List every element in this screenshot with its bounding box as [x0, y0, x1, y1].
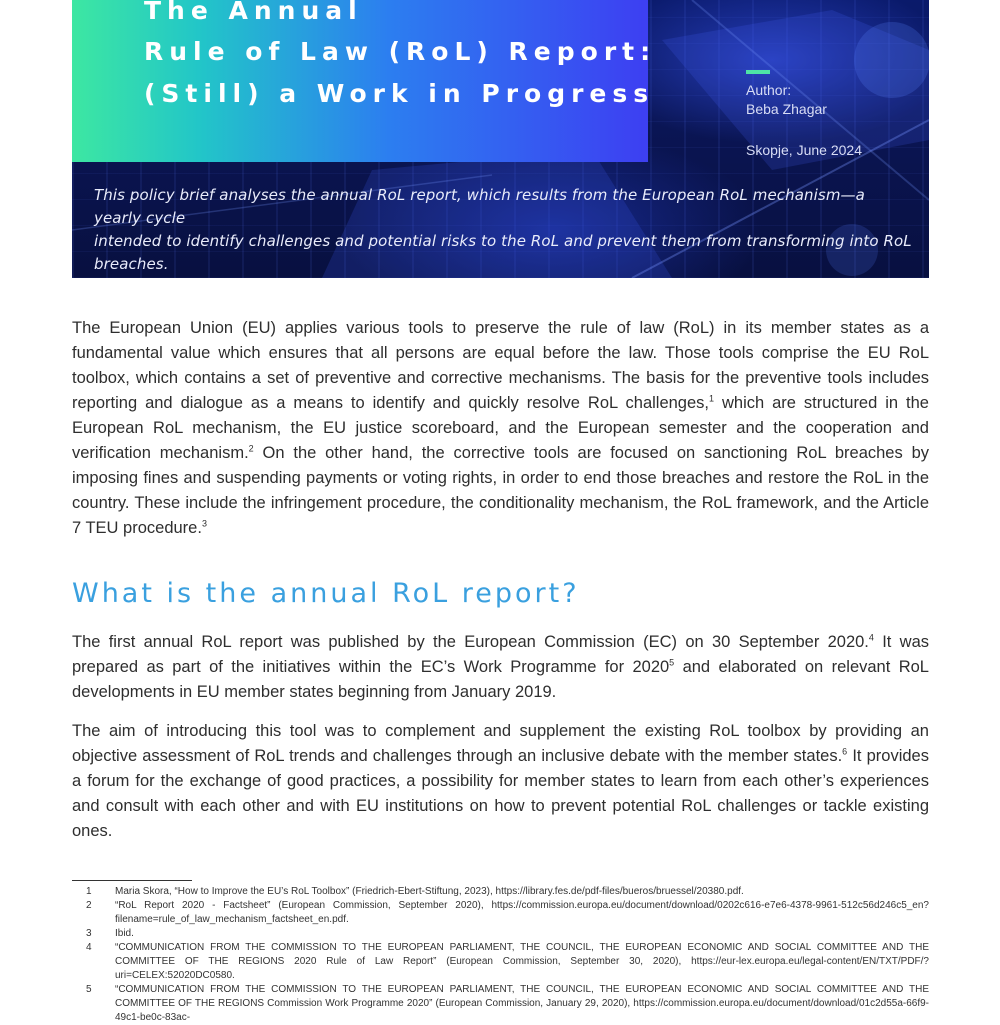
cover-banner [72, 0, 929, 278]
footnote-ref-1[interactable]: 1 [709, 393, 715, 404]
author-name: Beba Zhagar [746, 101, 827, 117]
section-heading: What is the annual RoL report? [72, 578, 580, 609]
footnote-item [72, 983, 929, 1025]
place-date: Skopje, June 2024 [746, 142, 862, 158]
footnote-text: “COMMUNICATION FROM THE COMMISSION TO THE EUROPEAN PARLIAMENT, THE COUNCIL, THE EUROPEAN ECONOMIC AND SOCIAL COMMITTEE AND THE COMMITTEE OF THE REGIONS 2020 Rule of Law Report” (European Commission, September 30, 2020), https://eur-lex.europa.eu/legal-content/EN/TXT/PDF/?uri=CELEX:52020DC0580. [115, 942, 929, 981]
footnote-text: “RoL Report 2020 - Factsheet” (European Commission, September 2020), https://commission.europa.eu/document/download/0202c616-e7e6-4378-9961-512c56d246c5_en?filename=rule_of_law_mechanism_factsheet_en.pdf. [115, 900, 929, 925]
footnote-number: 1 [86, 886, 92, 897]
author-label: Author: [746, 82, 792, 98]
footnote-ref-3[interactable]: 3 [201, 518, 207, 529]
footnote-number: 4 [86, 942, 92, 953]
p1-text-a: The first annual RoL report was published by the European Commission (EC) on 30 September 2020. [72, 633, 869, 651]
footnote-ref-2[interactable]: 2 [248, 443, 254, 454]
footnote-text: “COMMUNICATION FROM THE COMMISSION TO THE EUROPEAN PARLIAMENT, THE COUNCIL, THE EUROPEAN ECONOMIC AND SOCIAL COMMITTEE AND THE COMMITTEE OF THE REGIONS Commission Work Programme 2020” (European Commission, January 29, 2020), https://commission.europa.eu/document/download/01c2d55a-66f9-49c1-be0c-83ac- [115, 984, 929, 1023]
footnote-number: 3 [86, 928, 92, 939]
section-paragraph-2 [72, 719, 929, 844]
title-line-1: The Annual [144, 0, 363, 25]
p2-text-a: The aim of introducing this tool was to complement and supplement the existing RoL toolbox by providing an objective assessment of RoL trends and challenges through an inclusive debate with the member states. [72, 722, 929, 765]
intro-paragraph [72, 316, 929, 541]
footnote-item [72, 899, 929, 927]
p1-text-b: It was prepared as part of the initiatives within the EC’s Work Programme for 2020 [72, 633, 930, 676]
footnote-text: Maria Skora, “How to Improve the EU’s RoL Toolbox” (Friedrich-Ebert-Stiftung, 2023), https://library.fes.de/pdf-files/bueros/bruessel/20380.pdf. [115, 886, 744, 897]
p2-text-b: It provides a forum for the exchange of good practices, a possibility for member states to learn from each other’s experiences and consult with each other and with EU institutions on how to prevent potential RoL challenges or tackle existing ones. [72, 747, 929, 840]
author-accent-dash [746, 70, 770, 74]
title-line-3: (Still) a Work in Progress [144, 79, 655, 108]
footnote-item [72, 927, 929, 941]
footnotes [72, 885, 929, 1025]
footnote-text: Ibid. [115, 928, 134, 939]
title-panel [72, 0, 657, 162]
footnote-divider [72, 880, 192, 881]
footnote-ref-5[interactable]: 5 [669, 657, 675, 668]
abstract-line-2: intended to identify challenges and potential risks to the RoL and prevent them from transforming into RoL breaches. [94, 232, 912, 273]
section-paragraph-1 [72, 630, 929, 705]
p1-text-c: and elaborated on relevant RoL developments in EU member states beginning from January 2019. [72, 658, 929, 701]
abstract-line-1: This policy brief analyses the annual RoL report, which results from the European RoL mechanism—a yearly cycle [94, 186, 865, 227]
title-line-2: Rule of Law (RoL) Report: [144, 37, 657, 66]
footnote-item [72, 885, 929, 899]
abstract [94, 184, 914, 276]
footnote-ref-6[interactable]: 6 [842, 746, 848, 757]
footnote-item [72, 941, 929, 983]
footnote-number: 5 [86, 984, 92, 995]
footnote-number: 2 [86, 900, 92, 911]
footnote-ref-4[interactable]: 4 [868, 632, 874, 643]
intro-text-c: On the other hand, the corrective tools are focused on sanctioning RoL breaches by imposing fines and suspending payments or voting rights, in order to end those breaches and restore the RoL in the country. These include the infringement procedure, the conditionality mechanism, the RoL framework, and the Article 7 TEU procedure. [72, 444, 929, 537]
intro-text-a: The European Union (EU) applies various tools to preserve the rule of law (RoL) in its member states as a fundamental value which ensures that all persons are equal before the law. Those tools comprise the EU RoL toolbox, which contains a set of preventive and corrective mechanisms. The basis for the preventive tools includes reporting and dialogue as a means to identify and quickly resolve RoL challenges, [72, 319, 929, 412]
intro-text-b: which are structured in the European RoL mechanism, the EU justice scoreboard, and the European semester and the cooperation and verification mechanism. [72, 394, 929, 462]
